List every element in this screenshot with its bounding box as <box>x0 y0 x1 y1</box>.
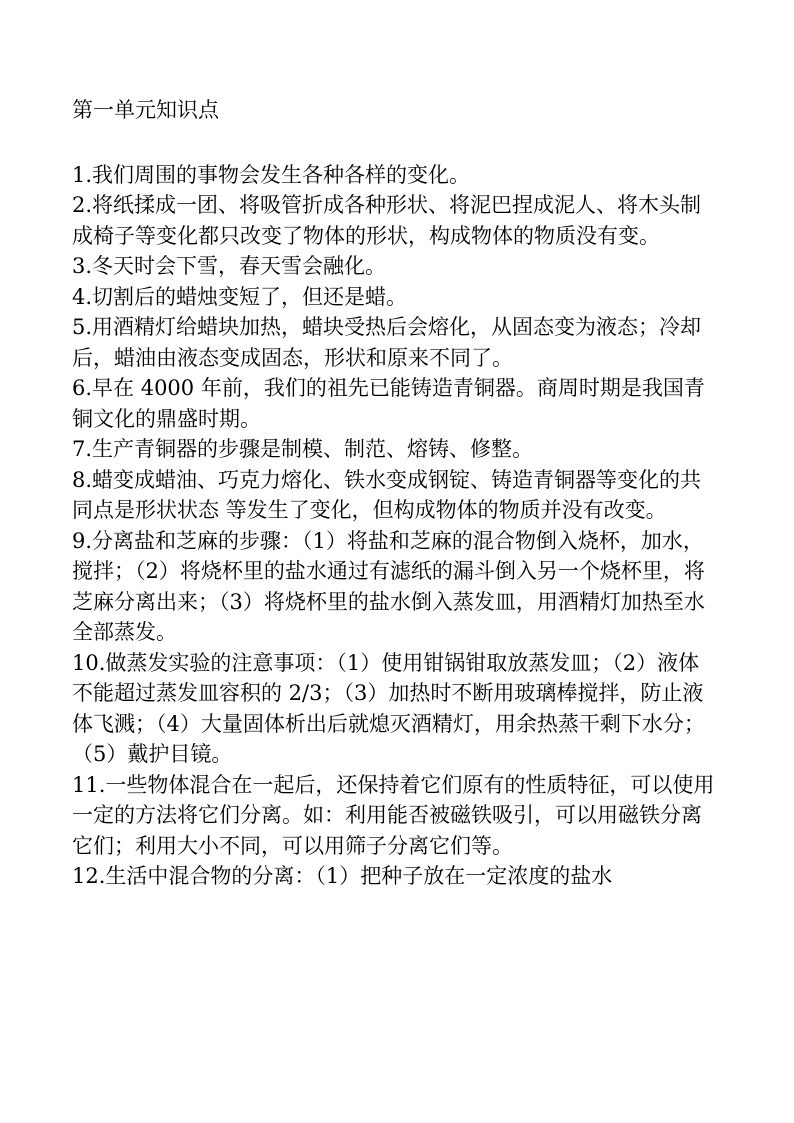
knowledge-point-5: 5.用酒精灯给蜡块加热，蜡块受热后会熔化，从固态变为液态；冷却后，蜡油由液态变成固态，形状和原来不同了。 <box>72 315 702 370</box>
knowledge-point-2: 2.将纸揉成一团、将吸管折成各种形状、将泥巴捏成泥人、将木头制成椅子等变化都只改变了物体的形状，构成物体的物质没有变。 <box>72 193 702 248</box>
knowledge-point-10: 10.做蒸发实验的注意事项：（1）使用钳锅钳取放蒸发皿；（2）液体不能超过蒸发皿容积的 2/3；（3）加热时不断用玻璃棒搅拌，防止液体飞溅；（4）大量固体析出后就熄灭酒精灯，用余热蒸干剩下水分；（5）戴护目镜。 <box>72 650 705 766</box>
knowledge-point-6: 6.早在 4000 年前，我们的祖先已能铸造青铜器。商周时期是我国青铜文化的鼎盛时期。 <box>72 376 705 431</box>
knowledge-point-11: 11.一些物体混合在一起后，还保持着它们原有的性质特征，可以使用一定的方法将它们分离。如：利用能否被磁铁吸引，可以用磁铁分离它们；利用大小不同，可以用筛子分离它们等。 <box>72 772 715 858</box>
knowledge-point-9: 9.分离盐和芝麻的步骤：（1）将盐和芝麻的混合物倒入烧杯，加水，搅拌；（2）将烧杯里的盐水通过有滤纸的漏斗倒入另一个烧杯里，将芝麻分离出来；（3）将烧杯里的盐水倒入蒸发皿，用酒精灯加热至水全部蒸发。 <box>72 528 705 644</box>
document-title: 第一单元知识点 <box>72 98 219 122</box>
knowledge-point-3: 3.冬天时会下雪，春天雪会融化。 <box>72 254 387 278</box>
knowledge-point-1: 1.我们周围的事物会发生各种各样的变化。 <box>72 162 471 187</box>
document-page <box>72 95 720 892</box>
knowledge-point-list <box>72 160 720 892</box>
knowledge-point-4: 4.切割后的蜡烛变短了，但还是蜡。 <box>72 284 408 309</box>
knowledge-point-7: 7.生产青铜器的步骤是制模、制范、熔铸、修整。 <box>72 437 534 461</box>
knowledge-point-12: 12.生活中混合物的分离：（1）把种子放在一定浓度的盐水 <box>72 864 613 888</box>
knowledge-point-8: 8.蜡变成蜡油、巧克力熔化、铁水变成钢锭、铸造青铜器等变化的共同点是形状状态 等发生了变化，但构成物体的物质并没有改变。 <box>72 467 702 522</box>
